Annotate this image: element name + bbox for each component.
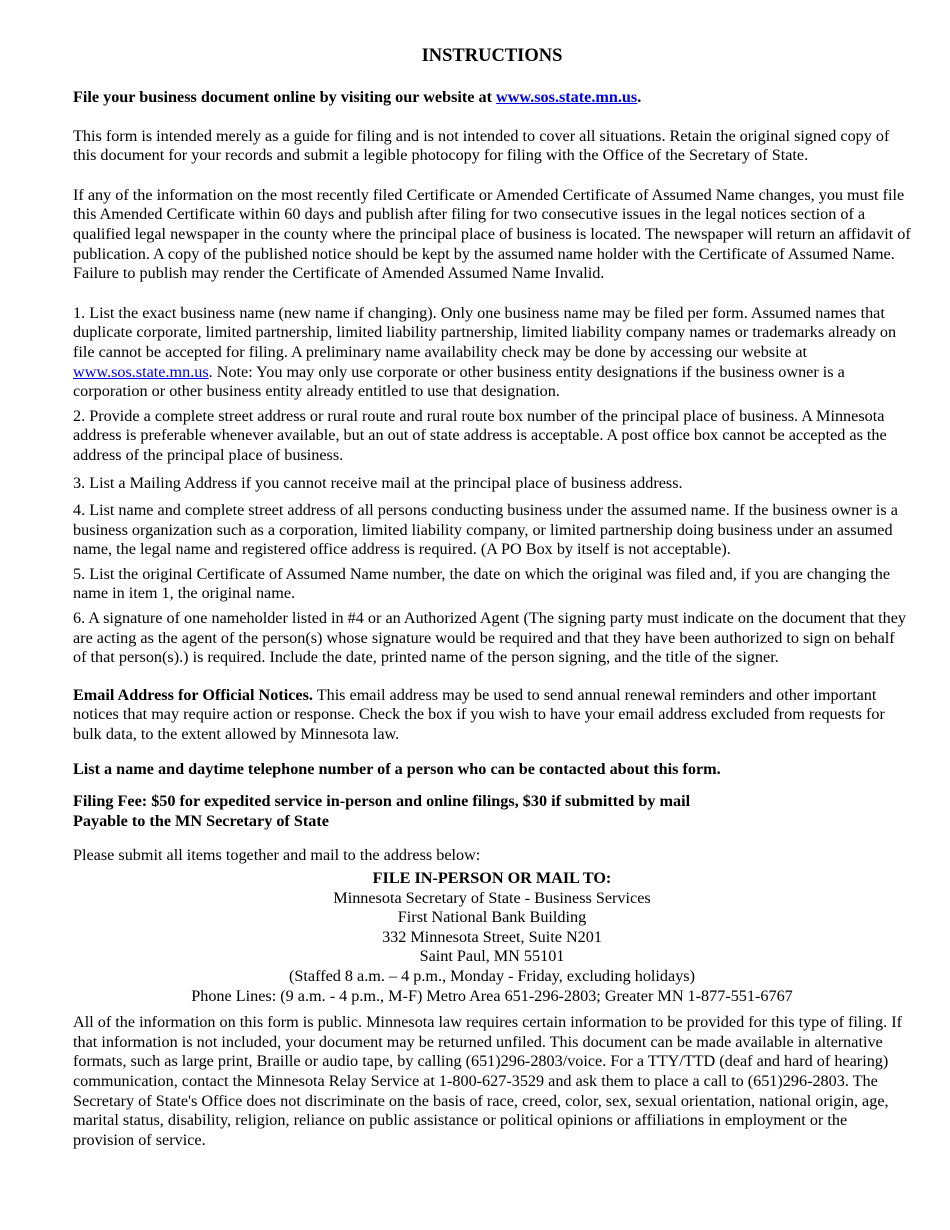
amended-paragraph: If any of the information on the most recently filed Certificate or Amended Certificate of Assumed Name changes, you must file this Amended Certificate within 60 days and publish after filing for two consecutive issues in the legal notices section of a qualified legal newspaper in the county where the principal place of business is located. The newspaper will return an affidavit of publication. A copy of the published notice should be kept by the assumed name holder with the Certificate of Assumed Name. Failure to publish may render the Certificate of Amended Assumed Name Invalid. [73,185,911,283]
page-title: INSTRUCTIONS [421,46,563,66]
instructions-page [73,44,911,1150]
online-suffix: . [637,88,642,106]
address-line: First National Bank Building [397,908,587,927]
online-prefix: File your business document online by visiting our website at [73,88,497,106]
filing-fee-line: Filing Fee: $50 for expedited service in-person and online filings, $30 if submitted by mail [73,792,691,811]
email-text: This email address may be used to send annual renewal reminders and other important notices that may require action or response. Check the box if you wish to have your email address excluded from requests for bulk data, to the extent allowed by Minnesota law. [73,685,885,744]
item-6: 6. A signature of one nameholder listed in #4 or an Authorized Agent (The signing party must indicate on the document that they are acting as the agent of the person(s) whose signature would be required and that they have been authorized to sign on behalf of that person(s).) is required. Include the date, printed name of the person signing, and the title of the signer. [73,609,907,667]
email-heading: Email Address for Official Notices. [73,685,313,704]
item-1-text: 1. List the exact business name (new name if changing). Only one business name may be filed per form. Assumed names that duplicate corporate, limited partnership, limited liability partnership, limited liability company names or trademarks already on file cannot be accepted for filing. A preliminary name availability check may be done by accessing our website at [73,303,897,361]
item-5: 5. List the original Certificate of Assumed Name number, the date on which the original was filed and, if you are changing the name in item 1, the original name. [73,564,891,603]
item-1 [73,304,911,402]
website-link[interactable]: www.sos.state.mn.us [496,88,638,106]
email-paragraph [73,686,911,745]
contact-instruction: List a name and daytime telephone number of a person who can be contacted about this form. [73,759,721,778]
address-line: 332 Minnesota Street, Suite N201 [382,927,602,946]
item-2: 2. Provide a complete street address or rural route and rural route box number of the principal place of business. A Minnesota address is preferable whenever available, but an out of state address is acceptable. A post office box cannot be accepted as the address of the principal place of business. [73,406,887,464]
office-hours: (Staffed 8 a.m. – 4 p.m., Monday - Friday, excluding holidays) [289,966,695,985]
submit-instruction: Please submit all items together and mail to the address below: [73,846,481,865]
item-3: 3. List a Mailing Address if you cannot receive mail at the principal place of business address. [73,473,683,492]
phone-lines: Phone Lines: (9 a.m. - 4 p.m., M-F) Metro Area 651-296-2803; Greater MN 1-877-551-6767 [191,986,793,1005]
mailing-address-block [73,869,911,1006]
item-4: 4. List name and complete street address of all persons conducting business under the assumed name. If the business owner is a business organization such as a corporation, limited liability company, or limited partnership doing business under an assumed name, the legal name and registered office address is required. (A PO Box by itself is not acceptable). [73,501,898,559]
payable-line: Payable to the MN Secretary of State [73,811,329,830]
item-1-note: . Note: You may only use corporate or other business entity designations if the business owner is a corporation or other business entity already entitled to use that designation. [73,362,845,401]
address-heading: FILE IN-PERSON OR MAIL TO: [372,869,612,887]
public-information-notice: All of the information on this form is public. Minnesota law requires certain information to be provided for this type of filing. If that information is not included, your document may be returned unfiled. This document can be made available in alternative formats, such as large print, Braille or audio tape, by calling (651)296-2803/voice. For a TTY/TTD (deaf and hard of hearing) communication, contact the Minnesota Relay Service at 1-800-627-3529 and ask them to place a call to (651)296-2803. The Secretary of State's Office does not discriminate on the basis of race, creed, color, sex, sexual orientation, national origin, age, marital status, disability, religion, reliance on public assistance or political opinions or affiliations in employment or the provision of service. [73,1013,902,1149]
online-filing-notice [73,88,911,108]
address-line: Minnesota Secretary of State - Business Services [333,888,651,907]
intro-paragraph: This form is intended merely as a guide for filing and is not intended to cover all situations. Retain the original signed copy of this document for your records and submit a legible photocopy for filing with the Office of the Secretary of State. [73,126,890,165]
address-line: Saint Paul, MN 55101 [419,947,565,966]
item-1-website-link[interactable]: www.sos.state.mn.us [73,362,209,381]
